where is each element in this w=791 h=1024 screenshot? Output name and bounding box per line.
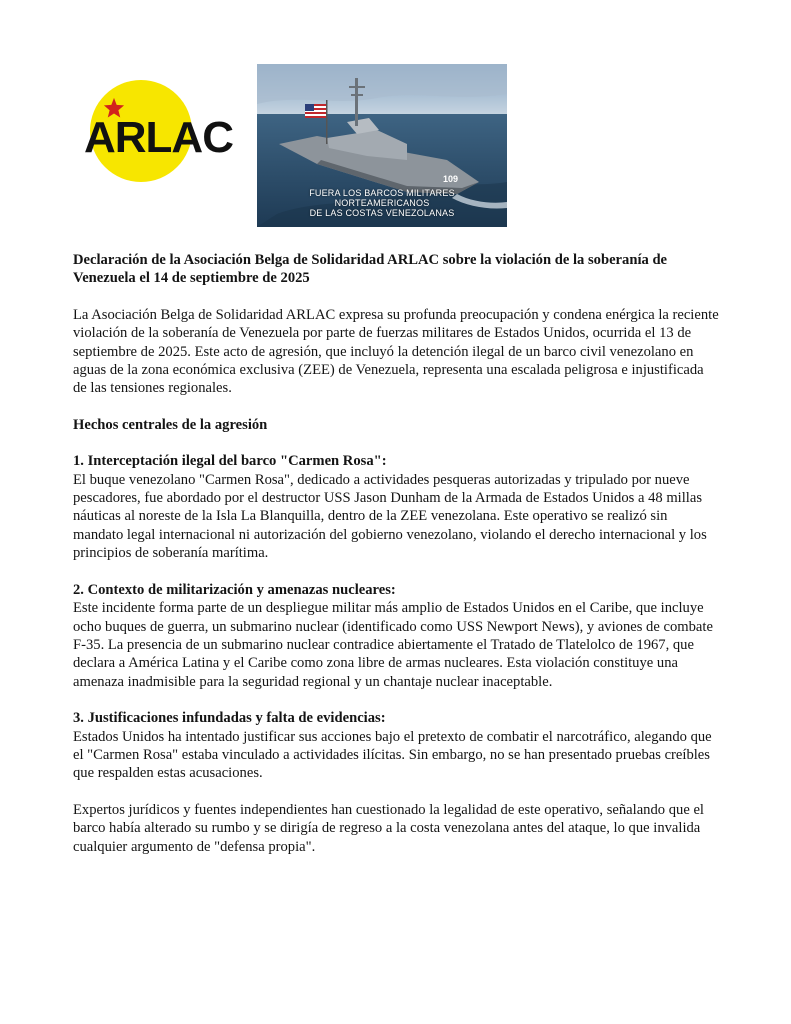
caption-line: DE LAS COSTAS VENEZOLANAS [309,208,455,218]
section-heading: Hechos centrales de la agresión [73,416,268,433]
point-text-1: El buque venezolano "Carmen Rosa", dedicado a actividades pesqueras autorizadas y tripulado por nueve pescadores, fue abordado por el destructor USS Jason Dunham de la Armada de Estados Unidos a 48 millas náuticas al noreste de la Isla La Blanquilla, dentro de la ZEE venezolana. Este operativo se realizó sin mandato legal internacional ni autorización del gobierno venezolano, violando el derecho internacional y los principios de soberanía marítima. [73,471,707,562]
point-text-2: Este incidente forma parte de un despliegue militar más amplio de Estados Unidos en el Caribe, que incluye ocho buques de guerra, un submarino nuclear (identificado como USS Newport News), y aviones de combate F-35. La presencia de un submarino nuclear contradice abiertamente el Tratado de Tlatelolco de 1967, que declara a América Latina y el Caribe como zona libre de armas nucleares. Esta violación constituye una amenaza inadmisible para la seguridad regional y un chantaje nuclear inaceptable. [73,600,713,690]
point-text-3: Estados Unidos ha intentado justificar sus acciones bajo el pretexto de combatir el narcotráfico, alegando que el "Carmen Rosa" estaba vinculado a actividades ilícitas. Sin embargo, no se han presentado pruebas creíbles que respalden estas acusaciones. [73,728,712,782]
photo-caption [257,188,507,218]
point-heading-3: 3. Justificaciones infundadas y falta de evidencias: [73,710,386,727]
caption-line: NORTEAMERICANOS [334,198,430,208]
intro-paragraph: La Asociación Belga de Solidaridad ARLAC expresa su profunda preocupación y condena enérgica la reciente violación de la soberanía de Venezuela por parte de fuerzas militares de Estados Unidos, ocurrida el 13 de septiembre de 2025. Este acto de agresión, que incluyó la detención ilegal de un barco civil venezolano en aguas de la zona económica exclusiva (ZEE) de Venezuela, representa una escalada peligrosa e injustificada de las tensiones regionales. [73,306,719,397]
closing-paragraph: Expertos jurídicos y fuentes independientes han cuestionado la legalidad de este operativo, señalando que el barco había alterado su rumbo y se dirigía de regreso a la costa venezolana antes del ataque, lo que invalida cualquier argumento de "defensa propia". [73,801,704,855]
document-title: Declaración de la Asociación Belga de Solidaridad ARLAC sobre la violación de la soberanía de Venezuela el 14 de septiembre de 2025 [73,252,668,287]
hull-number: 109 [443,174,459,184]
warship-photo [257,64,507,227]
logo-text: ARLAC [84,113,233,162]
point-heading-2: 2. Contexto de militarización y amenazas nucleares: [73,581,396,598]
arlac-logo [84,80,244,180]
point-heading-1: 1. Interceptación ilegal del barco "Carmen Rosa": [73,453,387,470]
document-body [73,251,721,856]
caption-line: FUERA LOS BARCOS MILITARES [309,188,455,198]
